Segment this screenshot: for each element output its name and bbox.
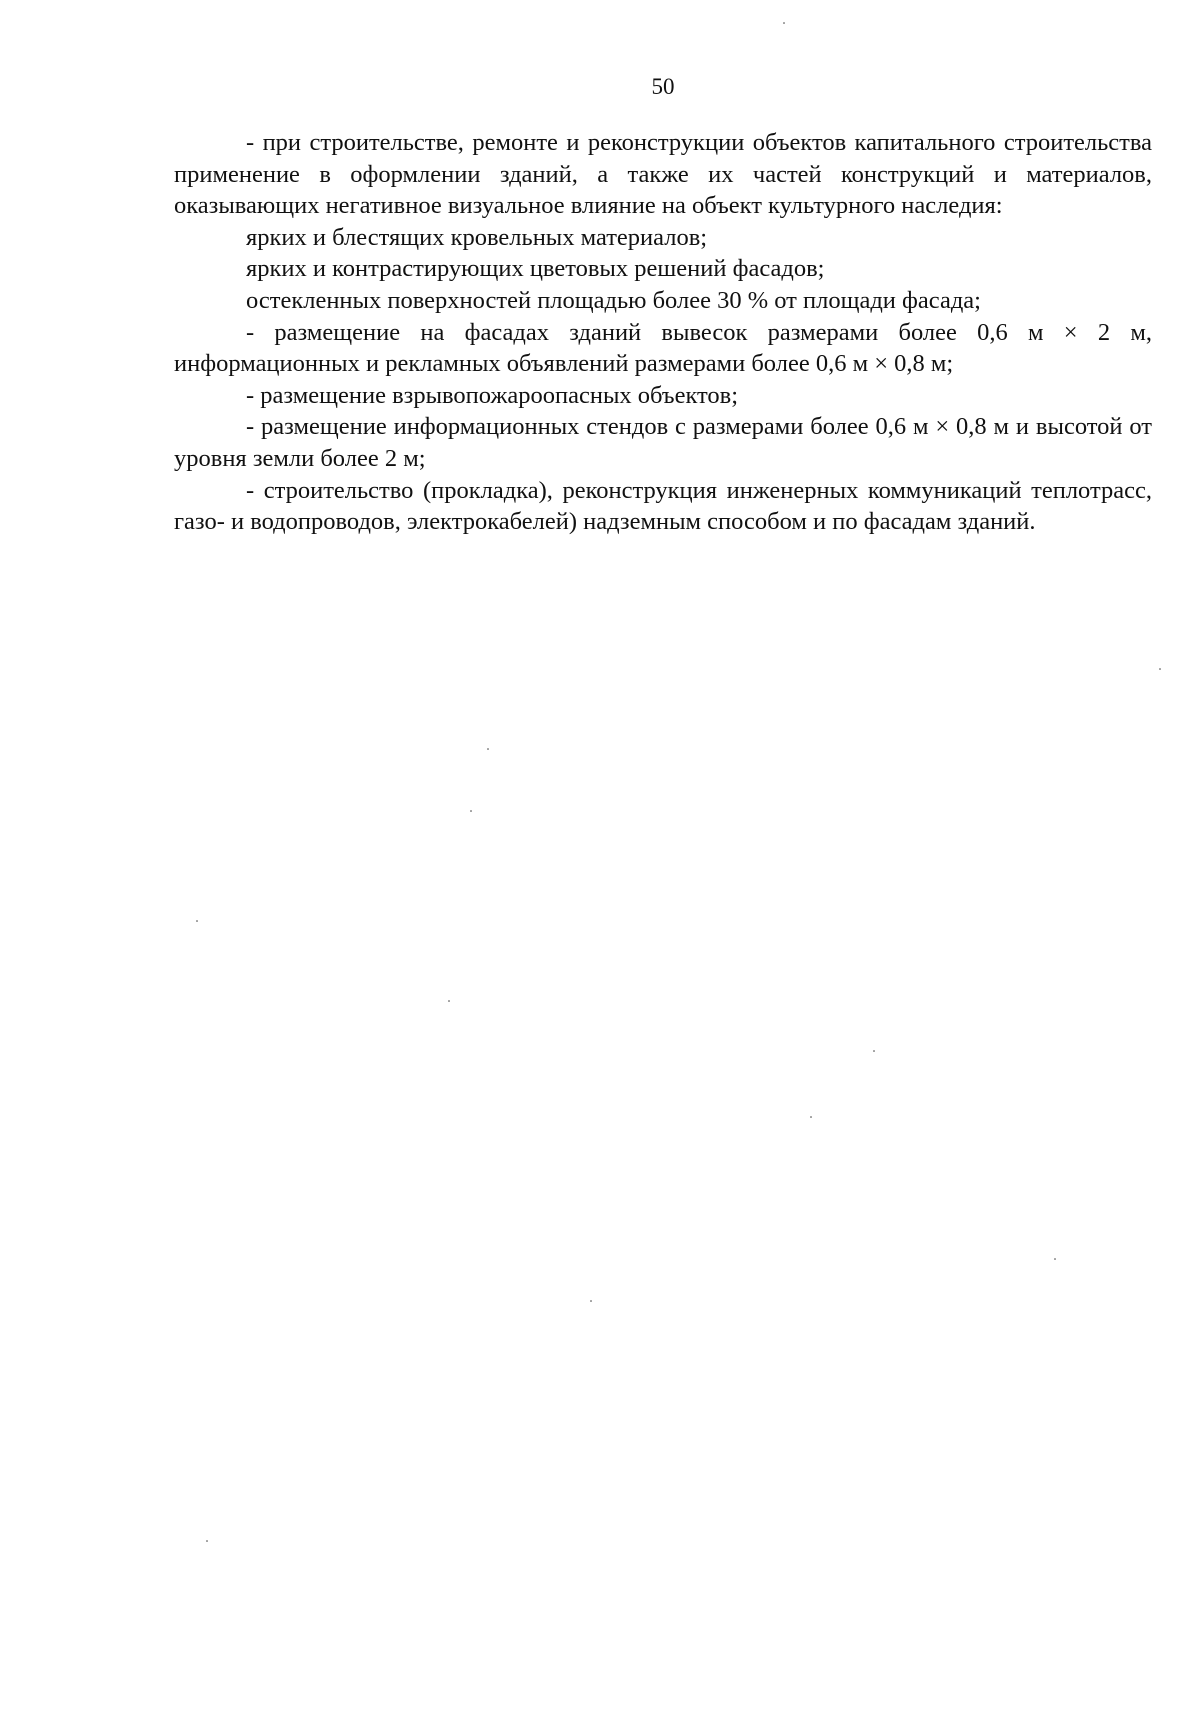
scan-speck <box>196 920 198 922</box>
paragraph-glazed-surfaces: остекленных поверхностей площадью более 30 % от площади фасада; <box>246 286 981 314</box>
scan-speck <box>783 22 785 24</box>
scan-speck <box>1054 1258 1056 1260</box>
scan-speck <box>873 1050 875 1052</box>
scan-speck <box>470 810 472 812</box>
scan-speck <box>590 1300 592 1302</box>
paragraph-construction-restrictions: - при строительстве, ремонте и реконструкции объектов капитального строительства применение в оформлении зданий, а также их частей конструкций и материалов, оказывающих негативное визуальное влияние на объект культурного наследия: <box>174 129 1152 220</box>
scan-speck <box>1159 668 1161 670</box>
scan-speck <box>448 1000 450 1002</box>
scan-speck <box>206 1540 208 1542</box>
paragraph-signage-placement: - размещение на фасадах зданий вывесок размерами более 0,6 м × 2 м, информационных и рекламных объявлений размерами более 0,6 м × 0,8 м; <box>174 318 1152 378</box>
page-number: 50 <box>651 74 675 99</box>
paragraph-information-stands: - размещение информационных стендов с размерами более 0,6 м × 0,8 м и высотой от уровня земли более 2 м; <box>174 413 1152 472</box>
paragraph-roofing-materials: ярких и блестящих кровельных материалов; <box>246 223 708 251</box>
scan-speck <box>810 1116 812 1118</box>
paragraph-facade-colors: ярких и контрастирующих цветовых решений фасадов; <box>246 255 825 283</box>
paragraph-utility-networks: - строительство (прокладка), реконструкция инженерных коммуникаций теплотрасс, газо- и водопроводов, электрокабелей) надземным способом и по фасадам зданий. <box>174 476 1152 536</box>
scan-speck <box>487 748 489 750</box>
document-body <box>174 127 1152 538</box>
paragraph-explosive-objects: - размещение взрывопожароопасных объектов; <box>246 381 739 409</box>
